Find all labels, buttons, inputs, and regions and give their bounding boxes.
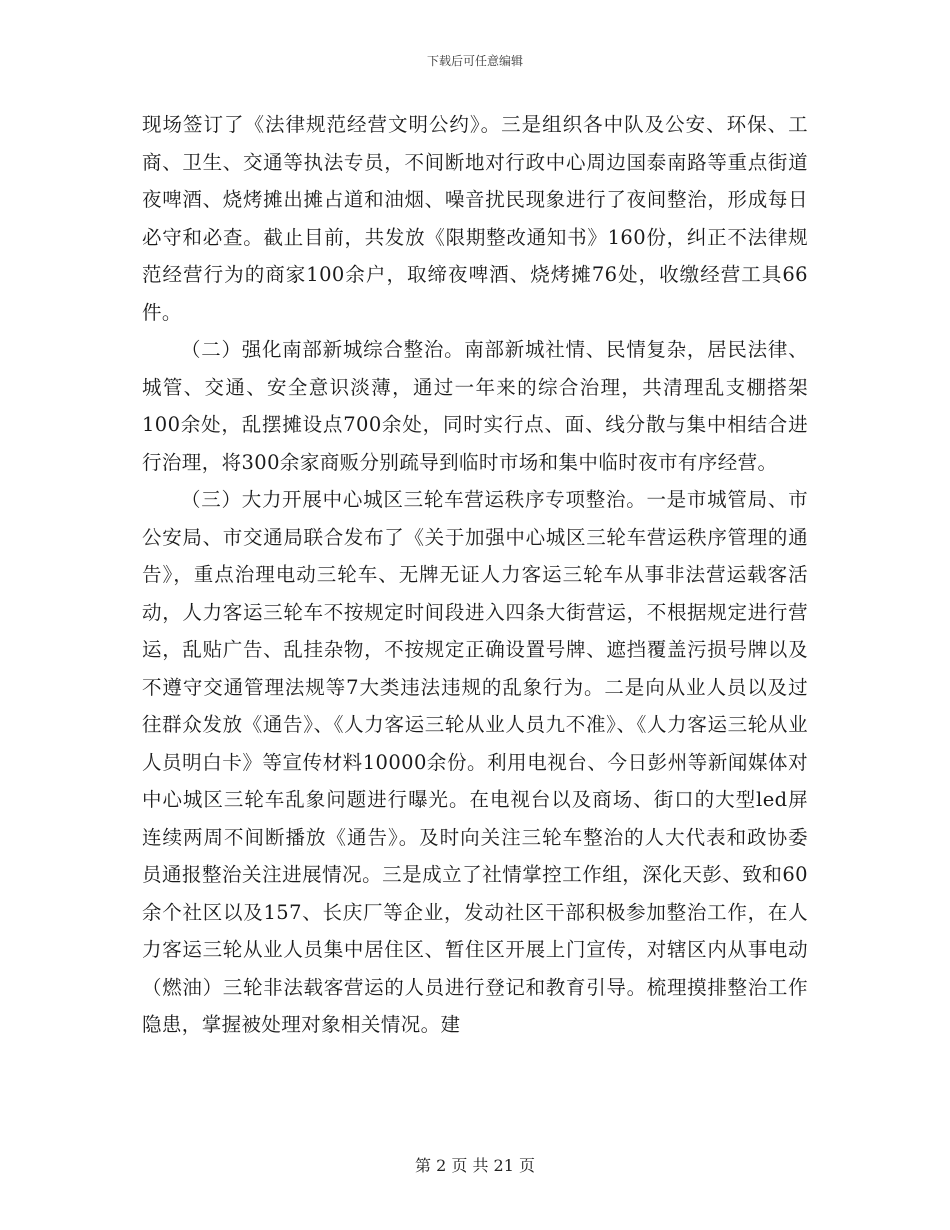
document-body — [142, 106, 808, 1044]
paragraph-section-three: （三）大力开展中心城区三轮车营运秩序专项整治。一是市城管局、市公安局、市交通局联合发布了《关于加强中心城区三轮车营运秩序管理的通告》，重点治理电动三轮车、无牌无证人力客运三轮车从事非法营运载客活动，人力客运三轮车不按规定时间段进入四条大街营运，不根据规定进行营运，乱贴广告、乱挂杂物，不按规定正确设置号牌、遮挡覆盖污损号牌以及不遵守交通管理法规等7大类违法违规的乱象行为。二是向从业人员以及过往群众发放《通告》、《人力客运三轮从业人员九不准》、《人力客运三轮从业人员明白卡》等宣传材料10000余份。利用电视台、今日彭州等新闻媒体对中心城区三轮车乱象问题进行曝光。在电视台以及商场、街口的大型led屏连续两周不间断播放《通告》。及时向关注三轮车整治的人大代表和政协委员通报整治关注进展情况。三是成立了社情掌控工作组，深化天彭、致和60余个社区以及157、长庆厂等企业，发动社区干部积极参加整治工作，在人力客运三轮从业人员集中居住区、暂住区开展上门宣传，对辖区内从事电动（燃油）三轮非法载客营运的人员进行登记和教育引导。梳理摸排整治工作隐患，掌握被处理对象相关情况。建 — [142, 488, 808, 1036]
paragraph-continuation: 现场签订了《法律规范经营文明公约》。三是组织各中队及公安、环保、工商、卫生、交通等执法专员，不间断地对行政中心周边国泰南路等重点街道夜啤酒、烧烤摊出摊占道和油烟、噪音扰民现象进行了夜间整治，形成每日必守和必查。截止目前，共发放《限期整改通知书》160份，纠正不法律规范经营行为的商家100余户，取缔夜啤酒、烧烤摊76处，收缴经营工具66件。 — [142, 113, 808, 324]
page-number: 第 2 页 共 21 页 — [415, 1156, 535, 1175]
paragraph-section-two: （二）强化南部新城综合整治。南部新城社情、民情复杂，居民法律、城管、交通、安全意识淡薄，通过一年来的综合治理，共清理乱支棚搭架100余处，乱摆摊设点700余处，同时实行点、面、线分散与集中相结合进行治理，将300余家商贩分别疏导到临时市场和集中临时夜市有序经营。 — [142, 338, 808, 474]
page-header: 下载后可任意编辑 — [426, 54, 523, 68]
